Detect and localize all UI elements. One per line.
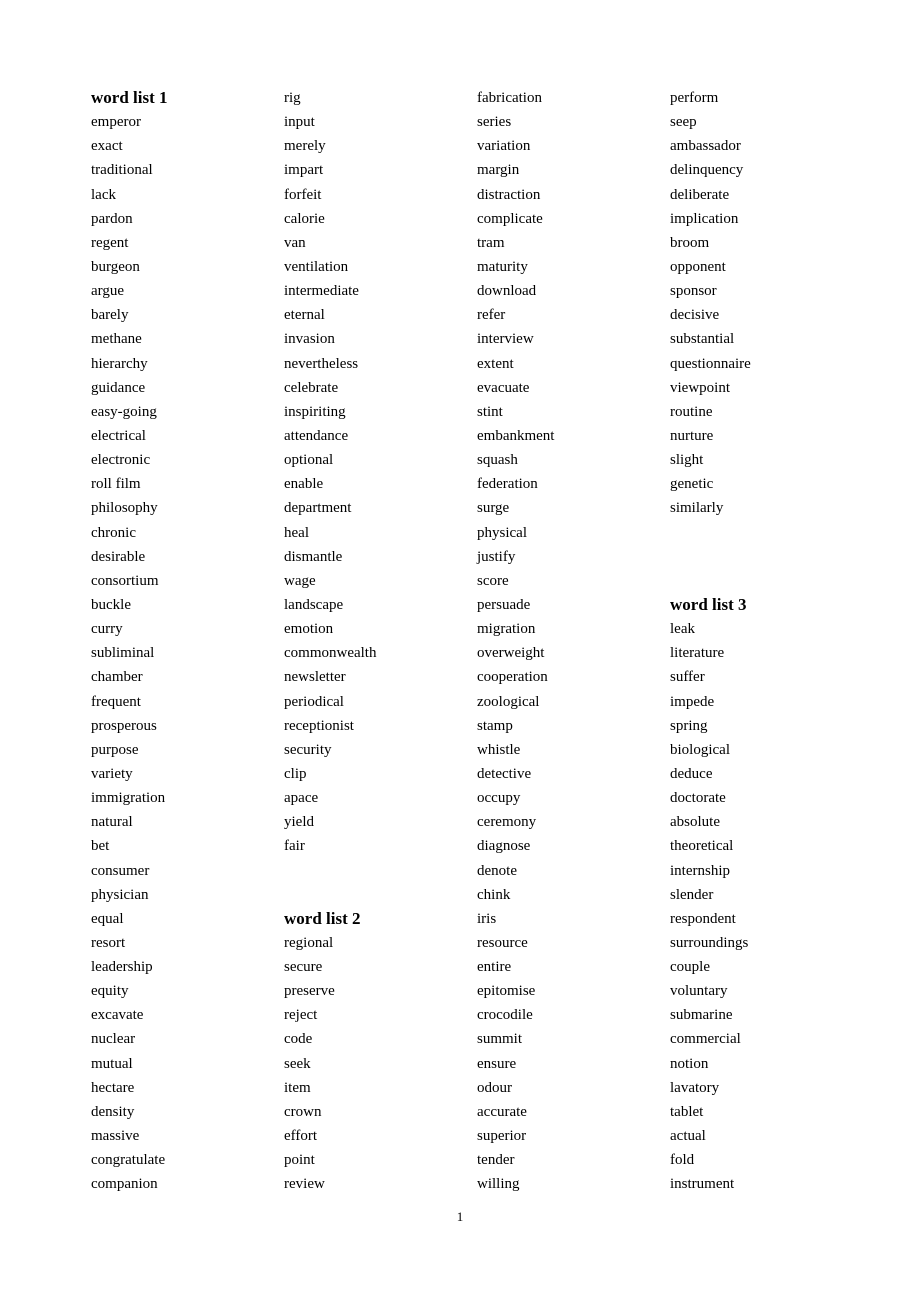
word-item: variation: [477, 138, 531, 155]
word-item: philosophy: [91, 500, 158, 517]
word-item: crocodile: [477, 1007, 533, 1024]
word-item: deliberate: [670, 186, 730, 203]
word-item: review: [284, 1176, 325, 1193]
word-item: fabrication: [477, 90, 542, 106]
word-item: curry: [91, 621, 123, 638]
word-item: biological: [670, 741, 730, 758]
blank-line: [284, 859, 474, 883]
word-item: merely: [284, 138, 326, 155]
word-item: denote: [477, 862, 517, 879]
word-column-4: [670, 86, 860, 1196]
word-item: easy-going: [91, 403, 157, 420]
word-item: migration: [477, 621, 536, 638]
word-item: leak: [670, 621, 695, 638]
word-item: whistle: [477, 741, 521, 758]
word-item: emperor: [91, 114, 141, 131]
word-item: seek: [284, 1055, 311, 1072]
word-item: reject: [284, 1007, 318, 1024]
word-column-1: [91, 86, 281, 1196]
word-item: physical: [477, 524, 527, 541]
word-item: clip: [284, 765, 307, 782]
word-item: mutual: [91, 1055, 133, 1072]
word-item: companion: [91, 1176, 158, 1193]
word-item: commercial: [670, 1031, 741, 1048]
word-item: equal: [91, 910, 124, 927]
word-item: natural: [91, 814, 133, 831]
word-item: celebrate: [284, 379, 339, 396]
word-item: wage: [284, 572, 316, 589]
word-item: implication: [670, 210, 739, 227]
word-list-heading: word list 3: [670, 594, 747, 614]
page-number: 1: [456, 1209, 464, 1224]
word-item: van: [284, 234, 306, 251]
word-item: preserve: [284, 983, 335, 1000]
word-item: internship: [670, 862, 730, 879]
word-item: delinquency: [670, 162, 744, 179]
word-item: eternal: [284, 307, 325, 324]
word-item: intermediate: [284, 283, 359, 300]
word-item: ceremony: [477, 814, 537, 831]
word-item: distraction: [477, 186, 541, 203]
word-item: stint: [477, 403, 503, 420]
word-item: congratulate: [91, 1152, 166, 1169]
word-item: opponent: [670, 258, 726, 275]
word-item: resource: [477, 934, 528, 951]
word-item: commonwealth: [284, 645, 377, 662]
word-item: fold: [670, 1152, 695, 1169]
word-item: occupy: [477, 790, 521, 807]
word-item: summit: [477, 1031, 523, 1048]
word-list-heading: word list 1: [91, 88, 168, 107]
word-item: bet: [91, 838, 110, 855]
word-item: lavatory: [670, 1079, 720, 1096]
word-item: yield: [284, 814, 314, 831]
word-item: guidance: [91, 379, 146, 396]
word-item: forfeit: [284, 186, 322, 203]
word-item: physician: [91, 886, 149, 903]
word-item: justify: [477, 548, 516, 565]
word-item: literature: [670, 645, 725, 662]
word-item: nuclear: [91, 1031, 136, 1048]
word-item: apace: [284, 790, 319, 807]
word-item: theoretical: [670, 838, 734, 855]
word-item: download: [477, 283, 537, 300]
word-item: landscape: [284, 596, 344, 613]
word-item: ensure: [477, 1055, 517, 1072]
word-item: methane: [91, 331, 142, 348]
word-item: point: [284, 1152, 315, 1169]
blank-line: [670, 545, 860, 569]
word-item: perform: [670, 90, 719, 106]
word-item: extent: [477, 355, 514, 372]
word-item: desirable: [91, 548, 146, 565]
word-item: regional: [284, 934, 334, 951]
word-item: maturity: [477, 258, 528, 275]
word-item: frequent: [91, 693, 141, 710]
word-item: barely: [91, 307, 129, 324]
word-item: substantial: [670, 331, 735, 348]
word-item: variety: [91, 765, 133, 782]
word-item: exact: [91, 138, 123, 155]
word-item: doctorate: [670, 790, 726, 807]
word-item: persuade: [477, 596, 531, 613]
word-item: attendance: [284, 427, 349, 444]
word-item: argue: [91, 283, 125, 300]
word-column-3: [477, 86, 667, 1196]
word-list-heading: word list 2: [284, 908, 361, 928]
word-item: questionnaire: [670, 355, 751, 372]
word-item: input: [284, 114, 315, 131]
blank-line: [284, 883, 474, 907]
word-item: invasion: [284, 331, 335, 348]
word-item: zoological: [477, 693, 540, 710]
word-item: secure: [284, 959, 323, 976]
word-item: score: [477, 572, 509, 589]
word-item: purpose: [91, 741, 139, 758]
word-item: code: [284, 1031, 313, 1048]
word-item: margin: [477, 162, 520, 179]
word-item: superior: [477, 1128, 527, 1145]
word-item: accurate: [477, 1103, 527, 1120]
word-item: slight: [670, 452, 704, 469]
word-item: resort: [91, 934, 126, 951]
word-item: seep: [670, 114, 697, 131]
word-item: immigration: [91, 790, 166, 807]
word-item: overweight: [477, 645, 545, 662]
word-item: inspiriting: [284, 403, 346, 420]
word-item: department: [284, 500, 352, 517]
word-item: interview: [477, 331, 534, 348]
word-item: willing: [477, 1176, 520, 1193]
word-item: impart: [284, 162, 324, 179]
word-item: excavate: [91, 1007, 144, 1024]
word-item: decisive: [670, 307, 720, 324]
word-item: respondent: [670, 910, 736, 927]
word-item: emotion: [284, 621, 334, 638]
word-item: iris: [477, 910, 497, 927]
word-item: diagnose: [477, 838, 531, 855]
word-item: surge: [477, 500, 510, 517]
word-item: calorie: [284, 210, 325, 227]
word-item: complicate: [477, 210, 543, 227]
word-item: newsletter: [284, 669, 346, 686]
word-item: periodical: [284, 693, 344, 710]
word-item: leadership: [91, 959, 153, 976]
word-column-2: [284, 86, 474, 1196]
word-item: cooperation: [477, 669, 548, 686]
blank-line: [670, 521, 860, 545]
word-item: consumer: [91, 862, 150, 879]
word-item: viewpoint: [670, 379, 730, 396]
word-item: roll film: [91, 476, 141, 493]
word-item: ambassador: [670, 138, 741, 155]
word-item: epitomise: [477, 983, 536, 1000]
word-item: consortium: [91, 572, 159, 589]
word-item: spring: [670, 717, 708, 734]
word-item: sponsor: [670, 283, 717, 300]
word-item: traditional: [91, 162, 153, 179]
word-item: massive: [91, 1128, 140, 1145]
word-item: nurture: [670, 427, 714, 444]
word-item: submarine: [670, 1007, 733, 1024]
word-item: rig: [284, 90, 301, 106]
word-item: absolute: [670, 814, 720, 831]
word-item: subliminal: [91, 645, 155, 662]
word-item: buckle: [91, 596, 131, 613]
word-item: receptionist: [284, 717, 354, 734]
word-item: evacuate: [477, 379, 530, 396]
word-item: pardon: [91, 210, 133, 227]
word-item: electronic: [91, 452, 151, 469]
word-item: surroundings: [670, 934, 749, 951]
word-item: security: [284, 741, 332, 758]
word-item: effort: [284, 1128, 318, 1145]
word-item: hierarchy: [91, 355, 148, 372]
word-item: routine: [670, 403, 713, 420]
word-item: electrical: [91, 427, 146, 444]
word-item: instrument: [670, 1176, 735, 1193]
word-item: broom: [670, 234, 710, 251]
word-item: couple: [670, 959, 710, 976]
word-item: slender: [670, 886, 714, 903]
word-item: chronic: [91, 524, 136, 541]
word-item: chink: [477, 886, 511, 903]
word-item: entire: [477, 959, 512, 976]
word-item: genetic: [670, 476, 714, 493]
word-item: ventilation: [284, 258, 349, 275]
word-item: impede: [670, 693, 715, 710]
word-item: similarly: [670, 500, 724, 517]
word-item: tablet: [670, 1103, 704, 1120]
word-item: chamber: [91, 669, 143, 686]
word-item: lack: [91, 186, 116, 203]
blank-line: [670, 569, 860, 593]
word-item: enable: [284, 476, 324, 493]
word-item: actual: [670, 1128, 706, 1145]
word-item: burgeon: [91, 258, 140, 275]
word-item: squash: [477, 452, 518, 469]
word-item: embankment: [477, 427, 555, 444]
word-item: voluntary: [670, 983, 728, 1000]
word-item: equity: [91, 983, 129, 1000]
word-item: tender: [477, 1152, 515, 1169]
word-item: odour: [477, 1079, 512, 1096]
word-item: nevertheless: [284, 355, 359, 372]
word-item: regent: [91, 234, 129, 251]
word-item: heal: [284, 524, 309, 541]
word-item: item: [284, 1079, 311, 1096]
word-item: density: [91, 1103, 135, 1120]
word-item: fair: [284, 838, 305, 855]
word-item: tram: [477, 234, 505, 251]
word-item: series: [477, 114, 512, 131]
word-item: dismantle: [284, 548, 343, 565]
word-item: prosperous: [91, 717, 157, 734]
word-item: notion: [670, 1055, 709, 1072]
word-item: deduce: [670, 765, 713, 782]
word-item: detective: [477, 765, 532, 782]
word-item: federation: [477, 476, 538, 493]
word-item: suffer: [670, 669, 705, 686]
word-item: optional: [284, 452, 334, 469]
word-item: refer: [477, 307, 506, 324]
word-item: hectare: [91, 1079, 135, 1096]
word-item: crown: [284, 1103, 322, 1120]
word-item: stamp: [477, 717, 513, 734]
